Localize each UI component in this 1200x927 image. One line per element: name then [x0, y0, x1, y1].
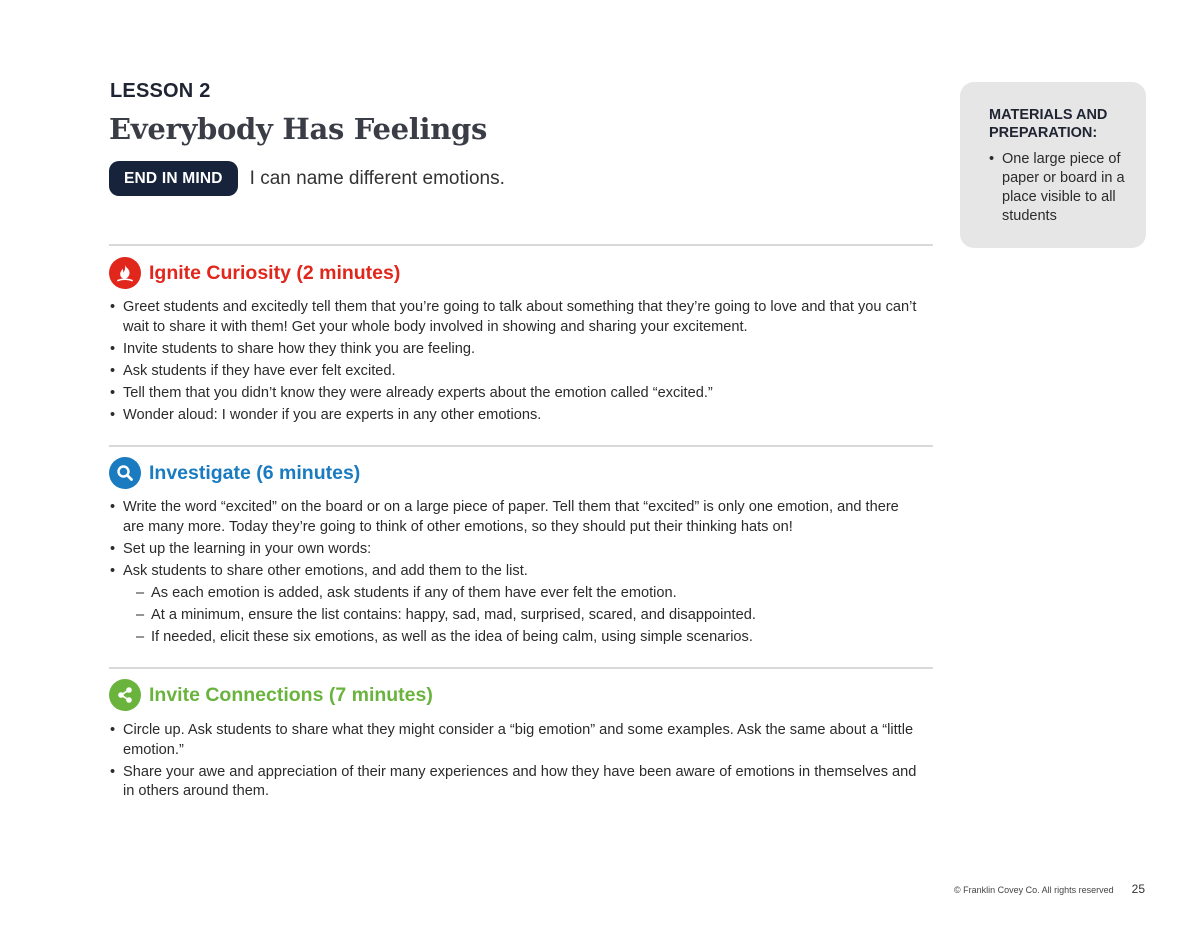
- page-title: Everybody Has Feelings: [109, 112, 488, 146]
- page-number: 25: [1131, 882, 1145, 896]
- end-in-mind: [109, 161, 505, 196]
- section-title: Invite Connections (7 minutes): [149, 683, 433, 706]
- materials-panel: [960, 82, 1146, 248]
- list-item: • Set up the learning in your own words:: [110, 540, 920, 560]
- section-investigate: [109, 457, 360, 489]
- ignite-bullets: [110, 298, 920, 428]
- section-title: Ignite Curiosity (2 minutes): [149, 261, 401, 284]
- copyright-notice: © Franklin Covey Co. All rights reserved: [953, 885, 1114, 895]
- list-item: • Ask students if they have ever felt excited.: [110, 362, 920, 382]
- connections-bullets: [110, 721, 920, 804]
- materials-title: MATERIALS AND PREPARATION:: [989, 107, 1108, 141]
- end-in-mind-text: I can name different emotions.: [249, 167, 505, 189]
- list-item: • Greet students and excitedly tell them that you’re going to talk about something that they’re going to love and that you can’t wait to share it with them! Get your whole body involved in showing and sharing your excitement.: [110, 298, 920, 337]
- list-item: • Circle up. Ask students to share what they might consider a “big emotion” and some examples. Ask the same about a “little emotion.”: [110, 721, 920, 760]
- section-ignite-curiosity: [109, 257, 400, 289]
- page-footer: [954, 882, 1145, 896]
- lesson-label: LESSON 2: [110, 80, 211, 102]
- sub-list-item: – If needed, elicit these six emotions, as well as the idea of being calm, using simple scenarios.: [123, 628, 920, 648]
- flame-icon: [109, 257, 141, 289]
- list-item: • Share your awe and appreciation of their many experiences and how they have been aware of emotions in themselves and in others around them.: [110, 763, 920, 802]
- end-in-mind-badge: END IN MIND: [109, 161, 238, 196]
- list-item: • Wonder aloud: I wonder if you are experts in any other emotions.: [110, 406, 920, 426]
- share-icon: [109, 679, 141, 711]
- materials-item: • One large piece of paper or board in a place visible to all students: [989, 150, 1126, 226]
- materials-list: [989, 150, 1126, 226]
- investigate-bullets: [110, 498, 920, 650]
- section-title: Investigate (6 minutes): [149, 461, 361, 484]
- magnifier-icon: [109, 457, 141, 489]
- section-divider: [109, 244, 933, 246]
- sub-list-item: – At a minimum, ensure the list contains: happy, sad, mad, surprised, scared, and disappointed.: [123, 606, 920, 626]
- section-divider: [109, 445, 933, 447]
- sub-list-item: – As each emotion is added, ask students if any of them have ever felt the emotion.: [123, 584, 920, 604]
- list-item: • Write the word “excited” on the board or on a large piece of paper. Tell them that “excited” is only one emotion, and there are many more. Today they’re going to think of other emotions, so they should put their thinking hats on!: [110, 498, 920, 537]
- list-item-text: Ask students to share other emotions, and add them to the list.: [123, 562, 528, 579]
- section-divider: [109, 667, 933, 669]
- section-invite-connections: [109, 679, 433, 711]
- list-item: • Tell them that you didn’t know they were already experts about the emotion called “excited.”: [110, 384, 920, 404]
- list-item: [110, 562, 920, 648]
- sub-list: [123, 584, 920, 648]
- list-item: • Invite students to share how they think you are feeling.: [110, 340, 920, 360]
